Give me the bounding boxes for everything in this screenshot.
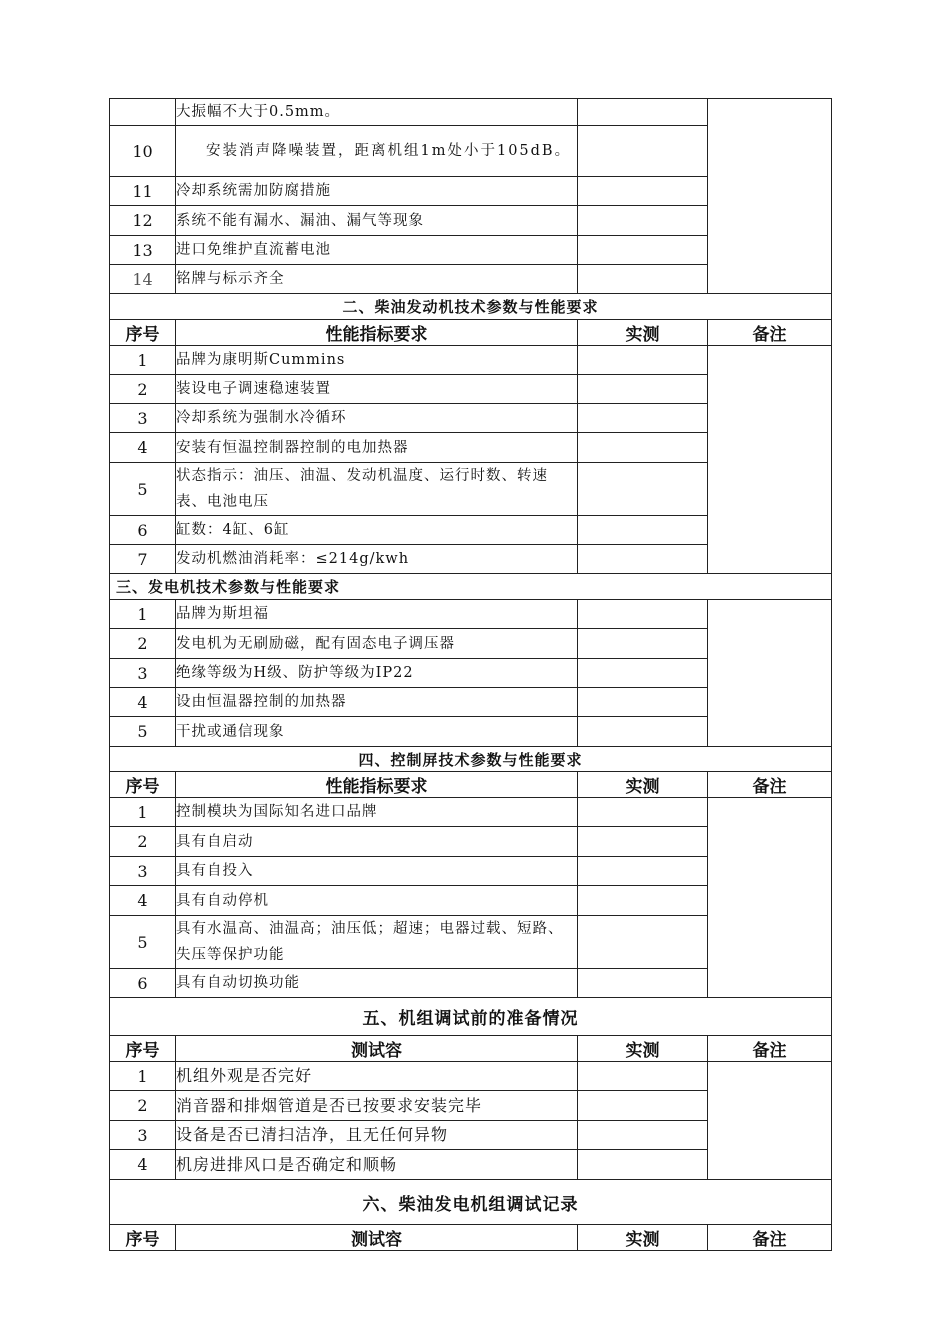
measured-cell[interactable] — [578, 629, 708, 659]
measured-cell[interactable] — [578, 717, 708, 747]
measured-cell[interactable] — [578, 177, 708, 206]
measured-cell[interactable] — [578, 404, 708, 433]
measured-cell[interactable] — [578, 886, 708, 916]
row-text: 安装有恒温控制器控制的电加热器 — [176, 433, 578, 463]
header-row — [110, 1036, 832, 1062]
row-text: 铭牌与标示齐全 — [176, 265, 578, 294]
row-number: 4 — [110, 1150, 176, 1180]
measured-cell[interactable] — [578, 433, 708, 463]
row-number: 2 — [110, 629, 176, 659]
measured-cell[interactable] — [578, 969, 708, 998]
remark-cell[interactable] — [708, 99, 832, 294]
measured-cell[interactable] — [578, 265, 708, 294]
section-title-row — [110, 998, 832, 1036]
row-number: 5 — [110, 717, 176, 747]
row-text: 设由恒温器控制的加热器 — [176, 688, 578, 717]
row-text: 消音器和排烟管道是否已按要求安装完毕 — [176, 1091, 578, 1121]
row-number: 11 — [110, 177, 176, 206]
section-title: 四、控制屏技术参数与性能要求 — [110, 747, 832, 772]
section-title: 六、柴油发电机组调试记录 — [110, 1180, 832, 1225]
row-number: 4 — [110, 886, 176, 916]
row-text: 安装消声降噪装置，距离机组1m处小于105dB。 — [176, 126, 578, 177]
row-text: 具有自动切换功能 — [176, 969, 578, 998]
row-number: 3 — [110, 659, 176, 688]
measured-cell[interactable] — [578, 857, 708, 886]
section-title: 二、柴油发动机技术参数与性能要求 — [110, 294, 832, 320]
row-text: 具有自动停机 — [176, 886, 578, 916]
measured-cell[interactable] — [578, 600, 708, 629]
header-row — [110, 1225, 832, 1251]
row-text: 设备是否已清扫洁净，且无任何异物 — [176, 1121, 578, 1150]
header-number: 序号 — [110, 1225, 176, 1251]
section-title-row — [110, 747, 832, 772]
measured-cell[interactable] — [578, 1062, 708, 1091]
measured-cell[interactable] — [578, 375, 708, 404]
row-text: 冷却系统需加防腐措施 — [176, 177, 578, 206]
row-number: 13 — [110, 236, 176, 265]
row-number — [110, 99, 176, 126]
row-number: 10 — [110, 126, 176, 177]
measured-cell[interactable] — [578, 545, 708, 574]
row-text: 机组外观是否完好 — [176, 1062, 578, 1091]
header-item: 测试容 — [176, 1225, 578, 1251]
table-row — [110, 798, 832, 827]
measured-cell[interactable] — [578, 99, 708, 126]
measured-cell[interactable] — [578, 126, 708, 177]
table-row — [110, 99, 832, 126]
row-text: 发电机为无刷励磁，配有固态电子调压器 — [176, 629, 578, 659]
measured-cell[interactable] — [578, 516, 708, 545]
section-title-row — [110, 574, 832, 600]
row-text: 机房进排风口是否确定和顺畅 — [176, 1150, 578, 1180]
measured-cell[interactable] — [578, 798, 708, 827]
row-text: 具有自启动 — [176, 827, 578, 857]
row-text: 进口免维护直流蓄电池 — [176, 236, 578, 265]
measured-cell[interactable] — [578, 236, 708, 265]
row-text: 冷却系统为强制水冷循环 — [176, 404, 578, 433]
row-number: 1 — [110, 1062, 176, 1091]
section-title-row — [110, 1180, 832, 1225]
header-item: 性能指标要求 — [176, 772, 578, 798]
row-number: 5 — [110, 916, 176, 969]
row-text: 具有水温高、油温高；油压低；超速；电器过载、短路、失压等保护功能 — [176, 916, 578, 969]
measured-cell[interactable] — [578, 463, 708, 516]
inspection-table — [109, 98, 832, 1251]
row-text: 绝缘等级为H级、防护等级为IP22 — [176, 659, 578, 688]
remark-cell[interactable] — [708, 600, 832, 747]
row-text: 干扰或通信现象 — [176, 717, 578, 747]
section-title: 五、机组调试前的准备情况 — [110, 998, 832, 1036]
row-number: 12 — [110, 206, 176, 236]
row-text: 缸数：4缸、6缸 — [176, 516, 578, 545]
row-number: 6 — [110, 969, 176, 998]
header-number: 序号 — [110, 1036, 176, 1062]
row-number: 2 — [110, 1091, 176, 1121]
row-number: 4 — [110, 688, 176, 717]
row-number: 4 — [110, 433, 176, 463]
row-text: 系统不能有漏水、漏油、漏气等现象 — [176, 206, 578, 236]
row-text: 装设电子调速稳速装置 — [176, 375, 578, 404]
section-title: 三、发电机技术参数与性能要求 — [110, 574, 832, 600]
header-row — [110, 320, 832, 346]
row-number: 3 — [110, 404, 176, 433]
measured-cell[interactable] — [578, 1150, 708, 1180]
row-text: 品牌为康明斯Cummins — [176, 346, 578, 375]
header-measured: 实测 — [578, 1225, 708, 1251]
header-remark: 备注 — [708, 320, 832, 346]
header-measured: 实测 — [578, 772, 708, 798]
row-number: 2 — [110, 827, 176, 857]
measured-cell[interactable] — [578, 206, 708, 236]
section-title-row — [110, 294, 832, 320]
header-measured: 实测 — [578, 320, 708, 346]
header-number: 序号 — [110, 320, 176, 346]
remark-cell[interactable] — [708, 1062, 832, 1180]
row-text: 发动机燃油消耗率：≤214g/kwh — [176, 545, 578, 574]
measured-cell[interactable] — [578, 1121, 708, 1150]
row-number: 7 — [110, 545, 176, 574]
measured-cell[interactable] — [578, 1091, 708, 1121]
remark-cell[interactable] — [708, 346, 832, 574]
header-row — [110, 772, 832, 798]
table-row — [110, 600, 832, 629]
measured-cell[interactable] — [578, 688, 708, 717]
row-number: 6 — [110, 516, 176, 545]
remark-cell[interactable] — [708, 798, 832, 998]
header-item: 测试容 — [176, 1036, 578, 1062]
measured-cell[interactable] — [578, 827, 708, 857]
header-number: 序号 — [110, 772, 176, 798]
header-measured: 实测 — [578, 1036, 708, 1062]
header-remark: 备注 — [708, 1036, 832, 1062]
row-text: 大振幅不大于0.5mm。 — [176, 99, 578, 126]
row-number: 2 — [110, 375, 176, 404]
measured-cell[interactable] — [578, 916, 708, 969]
table-row — [110, 346, 832, 375]
measured-cell[interactable] — [578, 659, 708, 688]
row-text: 状态指示：油压、油温、发动机温度、运行时数、转速表、电池电压 — [176, 463, 578, 516]
row-number: 14 — [110, 265, 176, 294]
row-number: 5 — [110, 463, 176, 516]
row-number: 3 — [110, 1121, 176, 1150]
row-number: 1 — [110, 600, 176, 629]
row-text: 品牌为斯坦福 — [176, 600, 578, 629]
table-row — [110, 1062, 832, 1091]
header-remark: 备注 — [708, 772, 832, 798]
header-remark: 备注 — [708, 1225, 832, 1251]
row-number: 1 — [110, 798, 176, 827]
header-item: 性能指标要求 — [176, 320, 578, 346]
row-number: 1 — [110, 346, 176, 375]
row-number: 3 — [110, 857, 176, 886]
row-text: 控制模块为国际知名进口品牌 — [176, 798, 578, 827]
measured-cell[interactable] — [578, 346, 708, 375]
row-text: 具有自投入 — [176, 857, 578, 886]
